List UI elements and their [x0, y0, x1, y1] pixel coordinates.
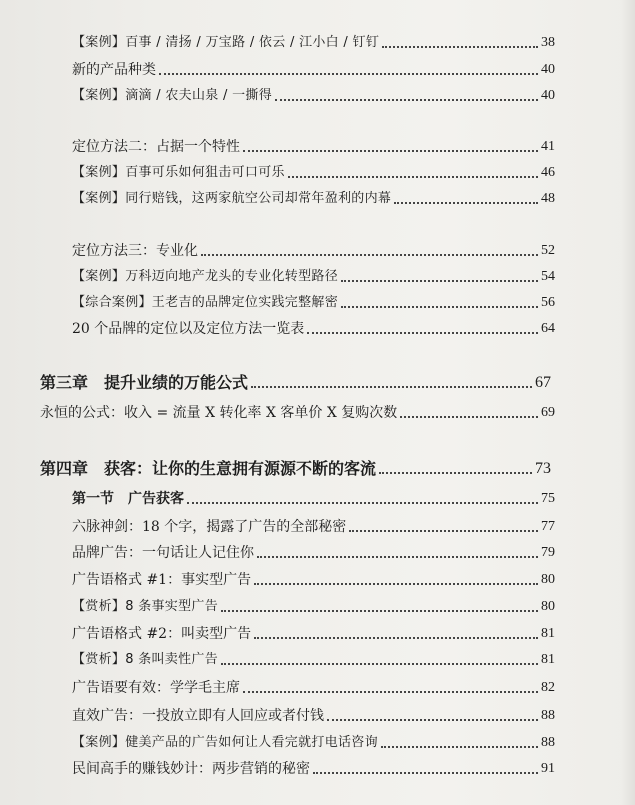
toc-entry-text: 【案例】百事 / 清扬 / 万宝路 / 依云 / 江小白 / 钉钉 [72, 35, 380, 50]
toc-entry [72, 756, 555, 778]
toc-entry-text: 20 个品牌的定位以及定位方法一览表 [72, 321, 305, 337]
toc-entry [72, 594, 555, 616]
toc-entry-text: 第四章 获客：让你的生意拥有源源不断的客流 [40, 459, 377, 478]
toc-entry [72, 675, 555, 697]
toc-entry-text: 六脉神剑：18 个字，揭露了广告的全部秘密 [72, 519, 347, 535]
toc-entry-text: 民间高手的赚钱妙计：两步营销的秘密 [72, 761, 310, 777]
toc-entry-text: 第一节 广告获客 [72, 491, 184, 507]
toc-entry-text: 【赏析】8 条叫卖性广告 [72, 652, 219, 667]
toc-entry [40, 400, 555, 422]
toc-entry-text: 广告语格式 #2：叫卖型广告 [72, 626, 252, 642]
dot-leader [379, 472, 532, 474]
chapter-heading [40, 456, 551, 478]
toc-entry-page: 69 [541, 405, 555, 420]
toc-entry-text: 【赏析】8 条事实型广告 [72, 599, 219, 614]
toc-entry-page: 77 [541, 519, 555, 534]
toc-entry [72, 30, 555, 52]
dot-leader [187, 502, 538, 504]
dot-leader [400, 416, 538, 418]
toc-entry-page: 80 [541, 599, 555, 614]
toc-entry [72, 540, 555, 562]
chapter-heading [40, 370, 551, 392]
toc-entry-text: 品牌广告：一句话让人记住你 [72, 545, 254, 561]
dot-leader [341, 306, 538, 308]
toc-entry [72, 621, 555, 643]
toc-entry-text: 【案例】同行赔钱，这两家航空公司却常年盈利的内幕 [72, 191, 392, 206]
toc-entry-page: 88 [541, 708, 555, 723]
toc-entry-page: 73 [535, 460, 551, 477]
toc-entry-page: 75 [541, 491, 555, 506]
toc-entry-text: 【案例】百事可乐如何狙击可口可乐 [72, 165, 285, 180]
toc-entry-page: 80 [541, 572, 555, 587]
toc-entry-text: 【案例】健美产品的广告如何让人看完就打电话咨询 [72, 735, 378, 750]
dot-leader [251, 386, 532, 388]
dot-leader [341, 280, 538, 282]
page-edge-shadow [621, 0, 635, 805]
dot-leader [327, 719, 538, 721]
dot-leader [159, 73, 538, 75]
toc-entry-text: 【案例】万科迈向地产龙头的专业化转型路径 [72, 269, 339, 284]
toc-entry-page: 82 [541, 680, 555, 695]
toc-entry-text: 定位方法二：占据一个特性 [72, 139, 240, 155]
toc-entry [72, 703, 555, 725]
dot-leader [254, 637, 538, 639]
dot-leader [243, 150, 538, 152]
toc-entry [72, 134, 555, 156]
toc-entry-text: 第三章 提升业绩的万能公式 [40, 373, 249, 392]
toc-entry-page: 38 [541, 35, 555, 50]
toc-entry-page: 41 [541, 139, 555, 154]
toc-entry-text: 广告语要有效：学学毛主席 [72, 680, 240, 696]
toc-entry [72, 57, 555, 79]
dot-leader [221, 663, 538, 665]
toc-entry [72, 186, 555, 208]
dot-leader [275, 99, 538, 101]
toc-entry-text: 定位方法三：专业化 [72, 243, 198, 259]
dot-leader [288, 176, 538, 178]
toc-entry-page: 91 [541, 761, 555, 776]
toc-entry-page: 81 [541, 626, 555, 641]
toc-entry-text: 广告语格式 #1：事实型广告 [72, 572, 252, 588]
toc-entry [72, 316, 555, 338]
toc-entry-page: 79 [541, 545, 555, 560]
toc-entry-page: 81 [541, 652, 555, 667]
toc-entry [72, 264, 555, 286]
dot-leader [254, 583, 538, 585]
toc-entry-page: 40 [541, 62, 555, 77]
toc-entry-page: 56 [541, 295, 555, 310]
toc-entry [72, 647, 555, 669]
toc-entry-text: 新的产品种类 [72, 62, 156, 78]
toc-entry [72, 290, 555, 312]
toc-entry-text: 直效广告：一投放立即有人回应或者付钱 [72, 708, 324, 724]
toc-entry [72, 567, 555, 589]
dot-leader [382, 46, 538, 48]
toc-entry-page: 52 [541, 243, 555, 258]
dot-leader [313, 772, 538, 774]
toc-entry [72, 83, 555, 105]
toc-entry [72, 160, 555, 182]
dot-leader [381, 746, 538, 748]
section-heading [72, 486, 555, 508]
toc-entry [72, 514, 555, 536]
toc-entry-page: 64 [541, 321, 555, 336]
dot-leader [201, 254, 538, 256]
toc-entry-text: 【案例】滴滴 / 农夫山泉 / 一撕得 [72, 88, 272, 103]
dot-leader [307, 332, 538, 334]
toc-entry [72, 730, 555, 752]
dot-leader [394, 202, 538, 204]
toc-entry-page: 54 [541, 269, 555, 284]
toc-entry-page: 40 [541, 88, 555, 103]
toc-entry [72, 238, 555, 260]
toc-entry-text: 永恒的公式：收入 = 流量 X 转化率 X 客单价 X 复购次数 [40, 405, 398, 421]
toc-entry-page: 67 [535, 374, 551, 391]
dot-leader [243, 691, 538, 693]
dot-leader [221, 610, 538, 612]
dot-leader [257, 556, 538, 558]
toc-entry-page: 88 [541, 735, 555, 750]
toc-entry-page: 48 [541, 191, 555, 206]
toc-entry-text: 【综合案例】王老吉的品牌定位实践完整解密 [72, 295, 339, 310]
toc-entry-page: 46 [541, 165, 555, 180]
dot-leader [349, 530, 538, 532]
